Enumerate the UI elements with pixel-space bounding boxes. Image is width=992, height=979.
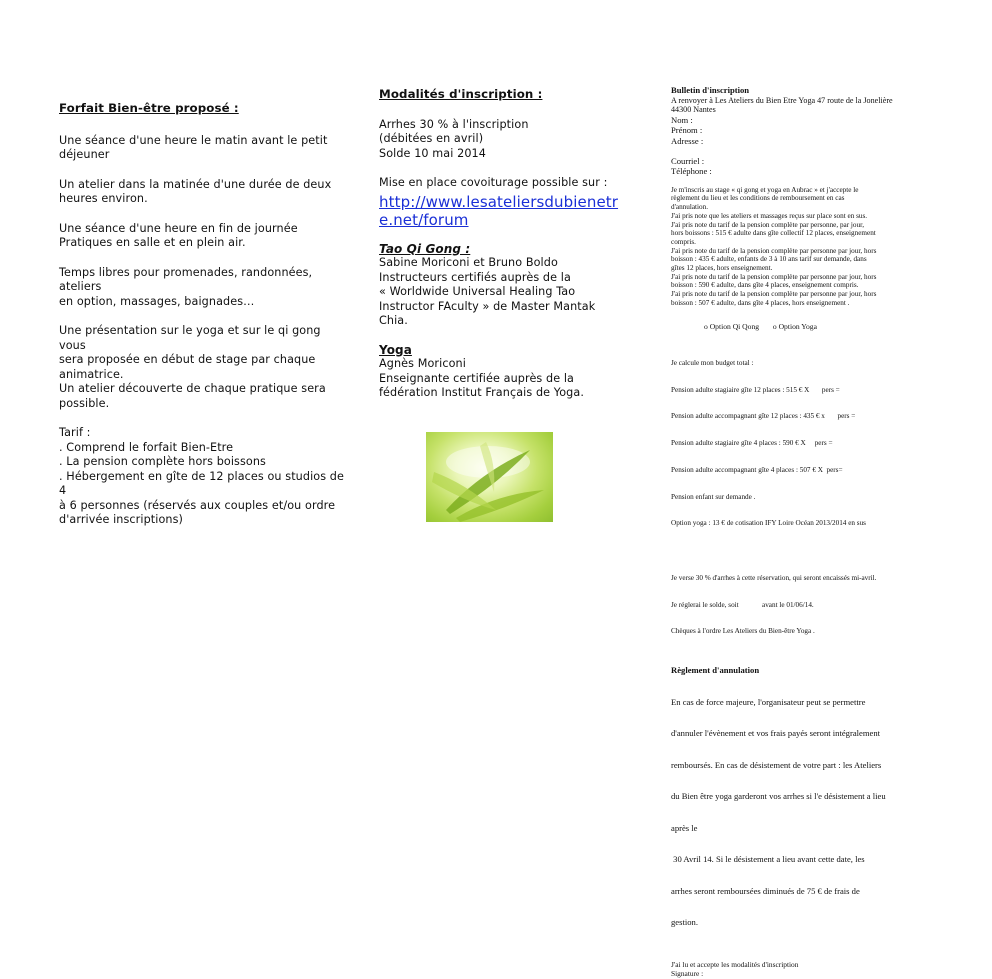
payment-line: Je verse 30 % d'arrhes à cette réservation, qui seront encaissés mi-avril. (671, 573, 877, 582)
arrhes-line: Arrhes 30 % à l'inscription (379, 117, 529, 131)
address-line: 44300 Nantes (671, 105, 716, 115)
forfait-line: Un atelier découverte de chaque pratique sera (59, 382, 326, 395)
annulation-title: Règlement d'annulation (671, 665, 760, 675)
forfait-line: heures environ. (59, 192, 148, 205)
annulation-line: gestion. (671, 917, 698, 927)
payment-block (671, 556, 911, 654)
payment-line: Chèques à l'ordre Les Ateliers du Bien-être Yoga . (671, 627, 815, 636)
signature-field[interactable]: Signature : (671, 969, 704, 979)
bulletin-column (671, 85, 911, 979)
forfait-line: Un atelier dans la matinée d'une durée de deux (59, 177, 332, 191)
terms-line: règlement du lieu et les conditions de remboursement en cas (671, 194, 845, 203)
field-prenom[interactable]: Prénom : (671, 125, 703, 136)
leaf-icon (426, 432, 553, 522)
annulation-line: après le (671, 822, 698, 833)
forfait-line: en option, massages, baignades… (59, 294, 255, 308)
terms-line: J'ai pris note du tarif de la pension complète par personne par jour, hors (671, 272, 877, 281)
tarif-line: d'arrivée inscriptions) (59, 513, 183, 526)
terms-line: boisson : 435 € adulte, enfants de 3 à 10 ans tarif sur demande, dans (671, 255, 867, 264)
qigong-line: Instructor FAculty » de Master Mantak (379, 299, 596, 313)
tarif-line: . Hébergement en gîte de 12 places ou studios de 4 (59, 469, 344, 497)
terms-block (671, 186, 911, 308)
yoga-line: Agnès Moriconi (379, 357, 466, 370)
forfait-line: possible. (59, 396, 110, 410)
budget-line: Pension adulte accompagnant gîte 4 places : 507 € X pers= (671, 465, 843, 474)
bulletin-title: Bulletin d'inscription (671, 85, 750, 95)
budget-line: Pension enfant sur demande . (671, 492, 756, 501)
option-qigong-checkbox[interactable]: o Option Qi Qong (704, 321, 760, 331)
bamboo-leaf-image (426, 432, 553, 522)
yoga-title: Yoga (379, 342, 412, 357)
terms-line: J'ai pris note du tarif de la pension complète par personne par jour, hors (671, 246, 877, 255)
forfait-line: Pratiques en salle et en plein air. (59, 236, 246, 249)
annulation-line: du Bien être yoga garderont vos arrhes si l'e désistement a lieu (671, 791, 886, 801)
forfait-line: animatrice. (59, 367, 124, 381)
annulation-line: 30 Avril 14. Si le désistement a lieu avant cette date, les (671, 854, 865, 864)
qigong-title: Tao Qi Gong : (379, 241, 471, 256)
forfait-line: Temps libres pour promenades, randonnées, ateliers (59, 265, 313, 293)
terms-line: J'ai pris note du tarif de la pension complète par personne, par jour, (671, 220, 865, 229)
terms-line: J'ai pris note du tarif de la pension complète par personne par jour, hors (671, 290, 877, 299)
tarif-line: à 6 personnes (réservés aux couples et/ou ordre (59, 498, 336, 512)
forum-link[interactable]: http://www.lesateliersdubienetre.net/forum (379, 192, 619, 229)
budget-block (671, 341, 911, 546)
budget-line: Pension adulte stagiaire gîte 4 places : 590 € X pers = (671, 439, 833, 448)
field-courriel[interactable]: Courriel : (671, 155, 705, 166)
tarif-line: . La pension complète hors boissons (59, 455, 266, 468)
budget-line: Je calcule mon budget total : (671, 359, 754, 367)
terms-line: hors boissons : 515 € adulte dans gîte collectif 12 places, enseignement (671, 229, 876, 238)
field-telephone[interactable]: Téléphone : (671, 166, 712, 177)
terms-line: boisson : 590 € adulte, dans gîte 4 places, enseignement compris. (671, 281, 859, 290)
terms-line: J'ai pris note que les ateliers et massages reçus sur place sont en sus. (671, 211, 868, 220)
budget-line: Pension adulte accompagnant gîte 12 places : 435 € x pers = (671, 412, 856, 421)
terms-line: Je m'inscris au stage « qi gong et yoga en Aubrac » et j'accepte le (671, 185, 859, 194)
field-adresse[interactable]: Adresse : (671, 135, 704, 146)
budget-line: Option yoga : 13 € de cotisation IFY Loire Océan 2013/2014 en sus (671, 519, 866, 528)
options-row (671, 322, 911, 332)
annulation-block (671, 676, 911, 949)
forfait-heading: Forfait Bien-être proposé : (59, 101, 239, 115)
terms-line: compris. (671, 237, 696, 246)
forfait-line: déjeuner (59, 148, 110, 161)
modalites-heading: Modalités d'inscription : (379, 87, 543, 101)
arrhes-line: (débitées en avril) (379, 132, 484, 145)
tarif-line: . Comprend le forfait Bien-Etre (59, 440, 234, 454)
left-column (59, 101, 344, 528)
qigong-line: « Worldwide Universal Healing Tao (379, 285, 576, 298)
terms-line: d'annulation. (671, 203, 709, 212)
tarif-line: Tarif : (59, 426, 91, 439)
arrhes-line: Solde 10 mai 2014 (379, 146, 486, 160)
covoiturage-text: Mise en place covoiturage possible sur : (379, 176, 608, 189)
accept-text: J'ai lu et accepte les modalités d'inscription (671, 959, 799, 969)
yoga-line: fédération Institut Français de Yoga. (379, 386, 584, 399)
terms-line: gîtes 12 places, hors enseignement. (671, 264, 773, 273)
field-nom[interactable]: Nom : (671, 114, 693, 125)
option-yoga-checkbox[interactable]: o Option Yoga (772, 321, 817, 331)
middle-column (379, 87, 619, 401)
forfait-line: Une séance d'une heure le matin avant le petit (59, 133, 328, 147)
annulation-line: d'annuler l'évènement et vos frais payés seront intégralement (671, 728, 881, 738)
qigong-line: Instructeurs certifiés auprès de la (379, 270, 571, 284)
qigong-line: Sabine Moriconi et Bruno Boldo (379, 256, 558, 269)
budget-line: Pension adulte stagiaire gîte 12 places : 515 € X pers = (671, 385, 840, 394)
qigong-line: Chia. (379, 314, 408, 327)
address-line: A renvoyer à Les Ateliers du Bien Etre Yoga 47 route de la Jonelière (671, 95, 893, 105)
payment-line: Je réglerai le solde, soit avant le 01/06/14. (671, 600, 814, 609)
forfait-line: Une présentation sur le yoga et sur le qi gong vous (59, 324, 321, 352)
forfait-line: sera proposée en début de stage par chaque (59, 353, 316, 366)
terms-line: boisson : 507 € adulte, dans gîte 4 places, hors enseignement . (671, 298, 850, 307)
annulation-line: remboursés. En cas de désistement de votre part : les Ateliers (671, 759, 882, 770)
annulation-line: arrhes seront remboursées diminués de 75 € de frais de (671, 885, 860, 896)
annulation-line: En cas de force majeure, l'organisateur peut se permettre (671, 696, 866, 707)
forfait-line: Une séance d'une heure en fin de journée (59, 221, 298, 235)
yoga-line: Enseignante certifiée auprès de la (379, 371, 575, 385)
